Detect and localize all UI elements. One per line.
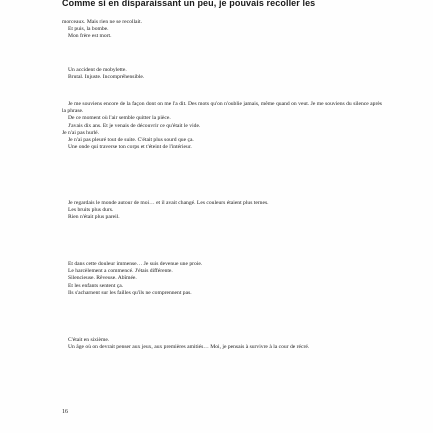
text-line: C'était en sixième.	[68, 337, 110, 343]
text-line: Et puis, la bombe.	[68, 26, 109, 33]
text-line: Silencieuse. Rêveuse. Abîmée.	[68, 275, 137, 282]
page-number: 16	[62, 409, 68, 415]
cut-off-top-line: Comme si en disparaissant un peu, je pouvais recoller les	[62, 0, 316, 8]
text-line: Et les enfants sentent ça.	[68, 282, 124, 289]
paragraph-group-2	[62, 67, 382, 81]
text-paragraph: Et dans cette douleur immense… Je suis devenue une proie.	[68, 261, 203, 267]
text-line: De ce moment où l'air semble quitter la pièce.	[68, 115, 171, 122]
text-line: Je n'ai pas hurlé.	[62, 129, 100, 136]
text-line: Rien n'était plus pareil.	[68, 214, 120, 221]
text-paragraph: Je regardais le monde autour de moi… et il avait changé. Les couleurs étaient plus ternes.	[68, 200, 269, 206]
text-line: Brutal. Injuste. Incompréhensible.	[68, 74, 145, 81]
text-line: Les bruits plus durs.	[68, 207, 114, 214]
text-line: Je n'ai pas pleuré tout de suite. C'était plus sourd que ça.	[68, 137, 194, 144]
text-paragraph: Je me souviens encore de la façon dont on me l'a dit. Des mots qu'on n'oublie jamais, même quand on veut. Je me souviens du silence après la phrase.	[62, 101, 382, 115]
paragraph-group-6	[62, 337, 382, 351]
text-line: Le harcèlement a commencé. J'étais différente.	[68, 268, 173, 275]
paragraph-group-4	[62, 200, 382, 222]
paragraph-group-5	[62, 261, 382, 297]
text-line: Mon frère est mort.	[68, 33, 112, 40]
text-paragraph: Un âge où on devrait penser aux jeux, aux premières amitiés… Moi, je pensais à survivre à la cour de récré.	[68, 344, 310, 351]
paragraph-group-3	[62, 101, 382, 151]
text-line: J'avais dix ans. Et je venais de découvrir ce qu'était le vide.	[68, 122, 201, 129]
text-line: morceaux. Mais rien ne se recollait.	[62, 19, 142, 25]
paragraph-group-1	[62, 19, 382, 41]
text-line: Une onde qui traverse ton corps et t'éteint de l'intérieur.	[68, 144, 192, 151]
text-line: Un accident de mobylette.	[68, 67, 127, 73]
text-line: Ils s'acharnent sur les failles qu'ils ne comprennent pas.	[68, 289, 192, 296]
